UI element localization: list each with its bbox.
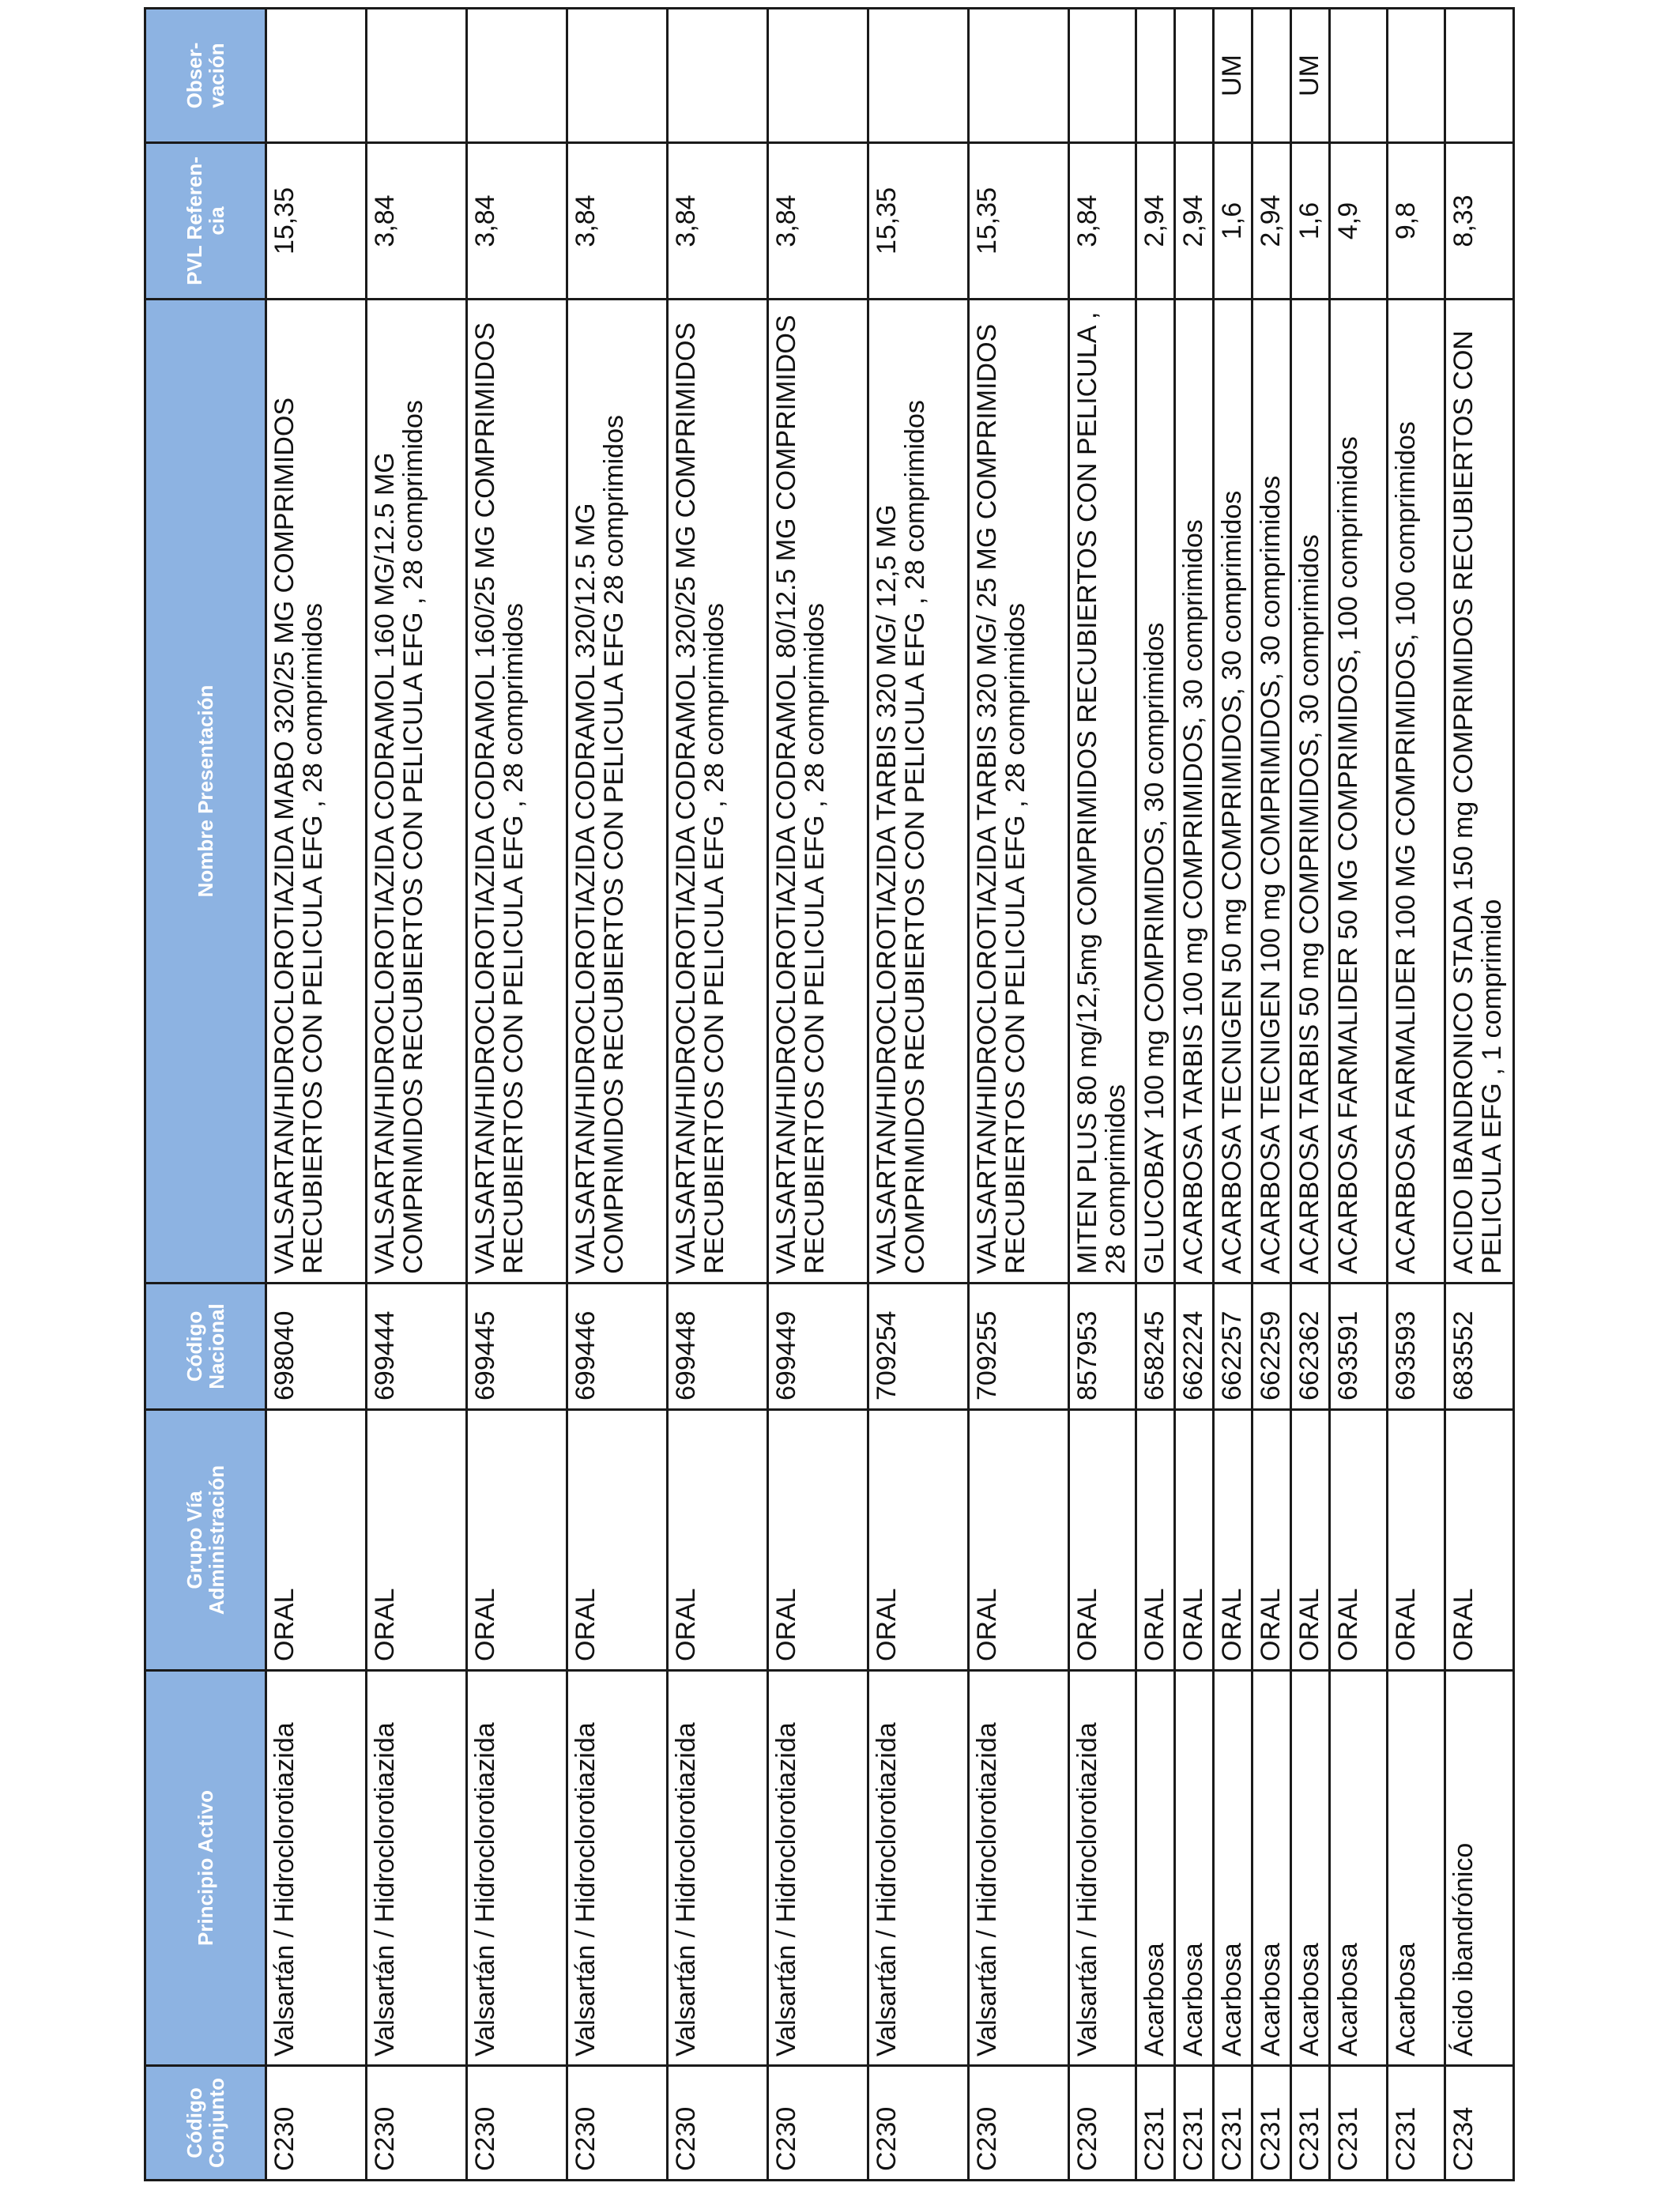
cell-nombre: ACARBOSA FARMALIDER 50 MG COMPRIMIDOS, 100 comprimidos [1330, 300, 1388, 1284]
cell-nombre: VALSARTAN/HIDROCLOROTIAZIDA CODRAMOL 160/25 MG COMPRIMIDOS RECUBIERTOS CON PELICULA EFG , 28 comprimidos [467, 300, 567, 1284]
cell-principio-activo: Valsartán / Hidroclorotiazida [1069, 1671, 1136, 2066]
table-row [668, 9, 768, 2181]
cell-codigo-conjunto: C230 [367, 2066, 467, 2181]
cell-codigo-conjunto: C231 [1252, 2066, 1291, 2181]
cell-codigo-nacional: 693593 [1388, 1284, 1445, 1410]
cell-codigo-nacional: 709255 [969, 1284, 1069, 1410]
cell-observacion [868, 9, 969, 143]
cell-via: ORAL [1069, 1410, 1136, 1671]
table-row [1175, 9, 1214, 2181]
cell-observacion [1069, 9, 1136, 143]
cell-codigo-nacional: 699448 [668, 1284, 768, 1410]
table-row [1330, 9, 1388, 2181]
cell-observacion [1175, 9, 1214, 143]
cell-codigo-nacional: 662259 [1252, 1284, 1291, 1410]
cell-nombre: ACARBOSA TARBIS 100 mg COMPRIMIDOS, 30 comprimidos [1175, 300, 1214, 1284]
cell-principio-activo: Acarbosa [1136, 1671, 1175, 2066]
cell-pvl: 15,35 [868, 143, 969, 300]
cell-observacion [1330, 9, 1388, 143]
cell-codigo-conjunto: C230 [969, 2066, 1069, 2181]
cell-pvl: 15,35 [266, 143, 367, 300]
cell-pvl: 9,8 [1388, 143, 1445, 300]
cell-via: ORAL [1445, 1410, 1514, 1671]
cell-nombre: VALSARTAN/HIDROCLOROTIAZIDA CODRAMOL 320/25 MG COMPRIMIDOS RECUBIERTOS CON PELICULA EFG , 28 comprimidos [668, 300, 768, 1284]
cell-principio-activo: Valsartán / Hidroclorotiazida [567, 1671, 668, 2066]
cell-codigo-nacional: 699444 [367, 1284, 467, 1410]
table-row [969, 9, 1069, 2181]
cell-pvl: 3,84 [567, 143, 668, 300]
cell-via: ORAL [868, 1410, 969, 1671]
cell-principio-activo: Ácido ibandrónico [1445, 1671, 1514, 2066]
cell-codigo-conjunto: C230 [668, 2066, 768, 2181]
cell-codigo-conjunto: C231 [1175, 2066, 1214, 2181]
table-row [1214, 9, 1252, 2181]
table-row [1252, 9, 1291, 2181]
cell-principio-activo: Valsartán / Hidroclorotiazida [969, 1671, 1069, 2066]
cell-codigo-nacional: 699446 [567, 1284, 668, 1410]
cell-nombre: VALSARTAN/HIDROCLOROTIAZIDA MABO 320/25 MG COMPRIMIDOS RECUBIERTOS CON PELICULA EFG , 28 comprimidos [266, 300, 367, 1284]
cell-nombre: ACARBOSA TECNIGEN 50 mg COMPRIMIDOS, 30 comprimidos [1214, 300, 1252, 1284]
cell-via: ORAL [266, 1410, 367, 1671]
cell-observacion [467, 9, 567, 143]
cell-codigo-nacional: 662257 [1214, 1284, 1252, 1410]
header-nombre-presentacion: Nombre Presentación [145, 300, 266, 1284]
cell-pvl: 3,84 [367, 143, 467, 300]
cell-codigo-nacional: 693591 [1330, 1284, 1388, 1410]
cell-via: ORAL [1252, 1410, 1291, 1671]
table-row [1136, 9, 1175, 2181]
cell-principio-activo: Acarbosa [1252, 1671, 1291, 2066]
cell-nombre: VALSARTAN/HIDROCLOROTIAZIDA CODRAMOL 320/12.5 MG COMPRIMIDOS RECUBIERTOS CON PELICULA EFG 28 comprimidos [567, 300, 668, 1284]
cell-nombre: VALSARTAN/HIDROCLOROTIAZIDA CODRAMOL 160 MG/12.5 MG COMPRIMIDOS RECUBIERTOS CON PELICULA EFG , 28 comprimidos [367, 300, 467, 1284]
cell-nombre: VALSARTAN/HIDROCLOROTIAZIDA TARBIS 320 MG/ 12,5 MG COMPRIMIDOS RECUBIERTOS CON PELICULA EFG , 28 comprimidos [868, 300, 969, 1284]
cell-observacion [1136, 9, 1175, 143]
table-row [1445, 9, 1514, 2181]
cell-observacion [969, 9, 1069, 143]
cell-codigo-conjunto: C231 [1214, 2066, 1252, 2181]
medicines-table [144, 7, 1515, 2181]
cell-principio-activo: Acarbosa [1214, 1671, 1252, 2066]
rotated-page [144, 9, 1516, 2181]
cell-principio-activo: Acarbosa [1175, 1671, 1214, 2066]
cell-via: ORAL [1175, 1410, 1214, 1671]
cell-codigo-nacional: 699449 [768, 1284, 868, 1410]
cell-codigo-nacional: 857953 [1069, 1284, 1136, 1410]
cell-pvl: 2,94 [1252, 143, 1291, 300]
cell-codigo-nacional: 662224 [1175, 1284, 1214, 1410]
cell-nombre: ACARBOSA FARMALIDER 100 MG COMPRIMIDOS, 100 comprimidos [1388, 300, 1445, 1284]
cell-pvl: 1,6 [1214, 143, 1252, 300]
header-pvl-referencia: PVL Referen-cia [145, 143, 266, 300]
cell-via: ORAL [567, 1410, 668, 1671]
header-principio-activo: Principio Activo [145, 1671, 266, 2066]
cell-codigo-conjunto: C230 [868, 2066, 969, 2181]
cell-nombre: VALSARTAN/HIDROCLOROTIAZIDA CODRAMOL 80/12.5 MG COMPRIMIDOS RECUBIERTOS CON PELICULA EFG , 28 comprimidos [768, 300, 868, 1284]
table-row [567, 9, 668, 2181]
cell-observacion [1388, 9, 1445, 143]
cell-nombre: MITEN PLUS 80 mg/12,5mg COMPRIMIDOS RECUBIERTOS CON PELICULA , 28 comprimidos [1069, 300, 1136, 1284]
cell-via: ORAL [768, 1410, 868, 1671]
cell-observacion [1252, 9, 1291, 143]
cell-codigo-conjunto: C231 [1291, 2066, 1330, 2181]
table-row [1069, 9, 1136, 2181]
cell-codigo-conjunto: C231 [1388, 2066, 1445, 2181]
cell-codigo-conjunto: C230 [467, 2066, 567, 2181]
cell-codigo-nacional: 699445 [467, 1284, 567, 1410]
cell-codigo-nacional: 698040 [266, 1284, 367, 1410]
cell-nombre: GLUCOBAY 100 mg COMPRIMIDOS, 30 comprimidos [1136, 300, 1175, 1284]
cell-pvl: 2,94 [1175, 143, 1214, 300]
cell-codigo-nacional: 662362 [1291, 1284, 1330, 1410]
cell-codigo-nacional: 683552 [1445, 1284, 1514, 1410]
table-row [768, 9, 868, 2181]
table-row [266, 9, 367, 2181]
cell-pvl: 3,84 [768, 143, 868, 300]
cell-observacion [367, 9, 467, 143]
header-codigo-nacional: Código Nacional [145, 1284, 266, 1410]
cell-observacion [668, 9, 768, 143]
cell-observacion [567, 9, 668, 143]
cell-principio-activo: Valsartán / Hidroclorotiazida [768, 1671, 868, 2066]
cell-via: ORAL [467, 1410, 567, 1671]
cell-principio-activo: Valsartán / Hidroclorotiazida [467, 1671, 567, 2066]
cell-principio-activo: Valsartán / Hidroclorotiazida [868, 1671, 969, 2066]
cell-via: ORAL [1136, 1410, 1175, 1671]
cell-observacion: UM [1214, 9, 1252, 143]
cell-via: ORAL [1291, 1410, 1330, 1671]
table-row [1388, 9, 1445, 2181]
cell-pvl: 4,9 [1330, 143, 1388, 300]
cell-codigo-conjunto: C230 [768, 2066, 868, 2181]
table-row [868, 9, 969, 2181]
cell-observacion: UM [1291, 9, 1330, 143]
cell-pvl: 15,35 [969, 143, 1069, 300]
cell-pvl: 3,84 [467, 143, 567, 300]
cell-principio-activo: Acarbosa [1330, 1671, 1388, 2066]
cell-nombre: ACARBOSA TECNIGEN 100 mg COMPRIMIDOS, 30 comprimidos [1252, 300, 1291, 1284]
cell-principio-activo: Acarbosa [1291, 1671, 1330, 2066]
cell-principio-activo: Valsartán / Hidroclorotiazida [668, 1671, 768, 2066]
cell-via: ORAL [367, 1410, 467, 1671]
header-observacion: Obser-vación [145, 9, 266, 143]
cell-principio-activo: Valsartán / Hidroclorotiazida [367, 1671, 467, 2066]
cell-nombre: ACIDO IBANDRONICO STADA 150 mg COMPRIMIDOS RECUBIERTOS CON PELICULA EFG , 1 comprimido [1445, 300, 1514, 1284]
cell-pvl: 3,84 [668, 143, 768, 300]
cell-principio-activo: Valsartán / Hidroclorotiazida [266, 1671, 367, 2066]
cell-via: ORAL [1330, 1410, 1388, 1671]
cell-codigo-conjunto: C230 [567, 2066, 668, 2181]
cell-codigo-conjunto: C234 [1445, 2066, 1514, 2181]
cell-via: ORAL [1214, 1410, 1252, 1671]
cell-observacion [768, 9, 868, 143]
cell-principio-activo: Acarbosa [1388, 1671, 1445, 2066]
cell-pvl: 8,33 [1445, 143, 1514, 300]
table-row [467, 9, 567, 2181]
table-row [367, 9, 467, 2181]
cell-nombre: VALSARTAN/HIDROCLOROTIAZIDA TARBIS 320 MG/ 25 MG COMPRIMIDOS RECUBIERTOS CON PELICULA EFG , 28 comprimidos [969, 300, 1069, 1284]
cell-codigo-nacional: 709254 [868, 1284, 969, 1410]
cell-codigo-nacional: 658245 [1136, 1284, 1175, 1410]
cell-via: ORAL [969, 1410, 1069, 1671]
header-grupo-via: Grupo Vía Administración [145, 1410, 266, 1671]
cell-codigo-conjunto: C230 [266, 2066, 367, 2181]
cell-via: ORAL [668, 1410, 768, 1671]
cell-via: ORAL [1388, 1410, 1445, 1671]
cell-codigo-conjunto: C230 [1069, 2066, 1136, 2181]
cell-codigo-conjunto: C231 [1330, 2066, 1388, 2181]
cell-nombre: ACARBOSA TARBIS 50 mg COMPRIMIDOS, 30 comprimidos [1291, 300, 1330, 1284]
header-codigo-conjunto: Código Conjunto [145, 2066, 266, 2181]
cell-codigo-conjunto: C231 [1136, 2066, 1175, 2181]
cell-observacion [266, 9, 367, 143]
header-row [145, 9, 266, 2181]
cell-observacion [1445, 9, 1514, 143]
cell-pvl: 3,84 [1069, 143, 1136, 300]
cell-pvl: 2,94 [1136, 143, 1175, 300]
cell-pvl: 1,6 [1291, 143, 1330, 300]
table-row [1291, 9, 1330, 2181]
